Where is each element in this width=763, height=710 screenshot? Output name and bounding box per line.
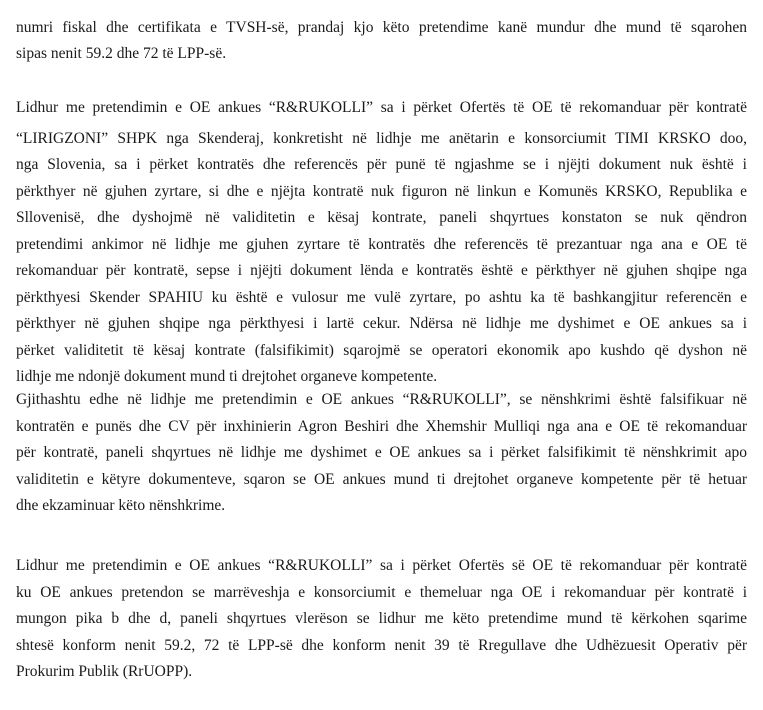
text-line: dhe ekzaminuar këto nënshkrime. [16,497,226,514]
text-line: rekomanduar për kontratë, sepse i njëjti dokument lënda e kontratës është e përkthyer në gjuhen shqipe nga [16,262,747,279]
text-line: Prokurim Publik (RrUOPP). [16,663,193,680]
text-line: Gjithashtu edhe në lidhje me pretendimin e OE ankues “R&RUKOLLI”, se nënshkrimi është falsifikuar në [16,391,747,408]
text-line: kontratën e punës dhe CV për inxhinierin Agron Beshiri dhe Xhemshir Mulliqi nga ana e OE të rekomanduar [16,418,747,435]
text-line: “LIRIGZONI” SHPK nga Skenderaj, konkretisht në lidhje me anëtarin e konsorciumit TIMI KRSKO doo, [16,130,747,147]
text-line: përkthyer në gjuhen zyrtare, si dhe e njëjta kontratë nuk figuron në linkun e Komunës KRSKO, Republika e [16,183,747,200]
text-line: Sllovenisë, dhe dyshojmë në validitetin e kësaj kontrate, paneli shqyrtues konstaton se nuk qëndron [16,209,747,226]
text-line: nga Slovenia, sa i përket kontratës dhe referencës për punë të ngjashme se i njëjti dokument nuk është i [16,156,747,173]
text-line: lidhje me ndonjë dokument mund ti drejtohet organeve kompetente. [16,368,438,385]
text-line: validitetin e këtyre dokumenteve, sqaron se OE ankues mund ti drejtohet organeve kompetente për të hetuar [16,471,747,488]
text-line: mungon pika b dhe d, paneli shqyrtues vlerëson se lidhur me këto pretendime mund të kërkohen sqarime [16,610,747,627]
text-line: shtesë konform nenit 59.2, 72 të LPP-së dhe konform nenit 39 të Rregullave dhe Udhëzuesit Operativ për [16,637,747,654]
text-line: Lidhur me pretendimin e OE ankues “R&RUKOLLI” sa i përket Ofertës së OE të rekomanduar për kontratë [16,557,747,574]
text-line: përkthyer në gjuhen shqipe nga përkthyesi i lartë cekur. Ndërsa në lidhje me dyshimet e OE ankues sa i [16,315,747,332]
text-line: për kontratë, paneli shqyrtues në lidhje me dyshimet e OE ankues sa i përket falsifikimit të nënshkrimit apo [16,444,747,461]
text-line: numri fiskal dhe certifikata e TVSH-së, prandaj kjo këto pretendime kanë mundur dhe mund të sqarohen [16,19,747,36]
text-line: përket validitetit të kësaj kontrate (falsifikimit) sqarojmë se operatori ekonomik apo kushdo që dyshon në [16,342,747,359]
text-line: sipas nenit 59.2 dhe 72 të LPP-së. [16,45,227,62]
text-line: ku OE ankues pretendon se marrëveshja e konsorciumit e themeluar nga OE i rekomanduar për kontratë i [16,584,747,601]
text-line: Lidhur me pretendimin e OE ankues “R&RUKOLLI” sa i përket Ofertës të OE të rekomanduar për kontratë [16,99,747,116]
text-line: përkthyesi Skender SPAHIU ku është e vulosur me vulë zyrtare, po ashtu ka të bashkangjitur referencën e [16,289,747,306]
text-line: pretendimi ankimor në lidhje me gjuhen zyrtare të kontratës dhe referencës të prezantuar nga ana e OE të [16,236,747,253]
